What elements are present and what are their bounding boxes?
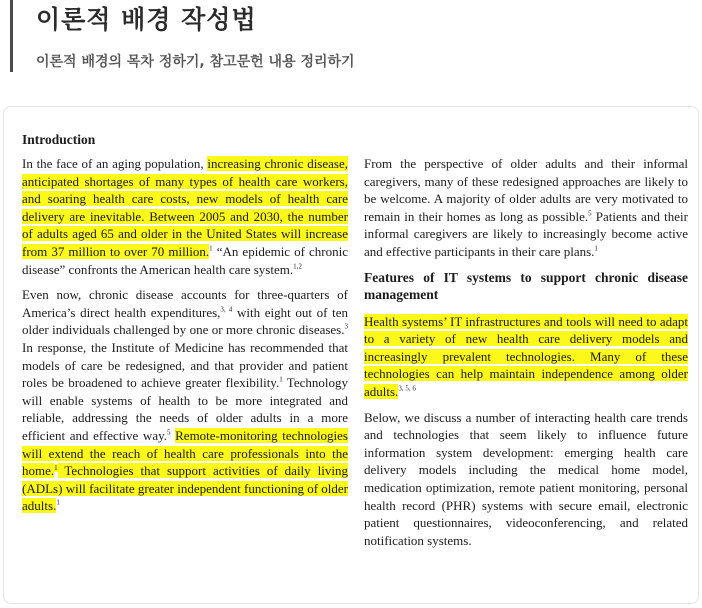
citation: 5 xyxy=(167,428,171,437)
citation: 1 xyxy=(209,244,213,253)
page-title: 이론적 배경 작성법 xyxy=(36,5,257,34)
citation: 1 xyxy=(54,463,58,472)
citation: 1 xyxy=(594,244,598,253)
page-subtitle: 이론적 배경의 목차 정하기, 참고문헌 내용 정리하기 xyxy=(36,54,355,70)
citation: 1 xyxy=(56,498,60,507)
text-segment: In response, the Institute of Medicine has recommended that models of care be redesigned, and that provider and patient roles be broadened to achieve greater flexibility. xyxy=(22,339,348,391)
citation: 3, 5, 6 xyxy=(398,384,416,393)
right-paragraph-3 xyxy=(364,409,688,550)
highlighted-text: Technologies that support activities of daily living (ADLs) will facilitate greater independent functioning of older adults. xyxy=(22,463,348,514)
text-segment: Even now, chronic disease accounts for three-quarters of America’s direct health expenditures, xyxy=(22,287,348,320)
highlighted-text: Remote-monitoring technologies will extend the reach of health care professionals into the home. xyxy=(22,427,348,479)
text-segment: From the perspective of older adults and their informal caregivers, many of these redesigned approaches are likely to be welcome. A majority of older adults are very motivated to remain in their homes as long as possible. xyxy=(364,156,688,224)
text-segment: In the face of an aging population, xyxy=(22,156,208,171)
right-column xyxy=(364,155,688,557)
citation: 3, 4 xyxy=(220,305,233,314)
features-heading: Features of IT systems to support chronic disease management xyxy=(364,269,688,302)
text-segment: Patients and their informal caregivers are likely to increasingly become active and effective participants in their care plans. xyxy=(364,208,688,259)
intro-paragraph-1 xyxy=(22,155,348,278)
text-segment: with eight out of ten older individuals challenged by one or more chronic diseases. xyxy=(22,304,348,338)
title-accent-bar xyxy=(10,0,13,72)
citation: 5 xyxy=(588,209,592,218)
left-column xyxy=(22,155,348,523)
text-segment: “An epidemic of chronic disease” confronts the American health care system. xyxy=(22,243,348,277)
highlighted-text: increasing chronic disease, anticipated shortages of many types of health care workers, and soaring health care costs, new models of health care delivery are inevitable. Between 2005 and 2030, the number of adults aged 65 and older in the United States will increase from 37 million to over 70 million. xyxy=(22,156,348,259)
document-excerpt-card xyxy=(3,106,699,604)
citation: 3 xyxy=(344,323,348,332)
citation: 1,2 xyxy=(293,262,302,271)
introduction-heading: Introduction xyxy=(22,132,96,147)
text-segment: Below, we discuss a number of interacting health care trends and technologies that seem likely to influence future information system development: emerging health care delivery models including the medical home model, medication optimization, remote patient monitoring, personal health record (PHR) systems with secure email, electronic patient questionnaires, videoconferencing, and related notification systems. xyxy=(364,409,688,548)
intro-paragraph-2 xyxy=(22,286,348,515)
highlighted-text: Health systems’ IT infrastructures and tools will need to adapt to a variety of new health care delivery models and increasingly prevalent technologies. Many of these technologies can help maintain independence among older adults. xyxy=(364,313,688,399)
citation: 1 xyxy=(279,375,283,384)
text-segment: Technology will enable systems of health to be more integrated and reliable, addressing the needs of older adults in a more efficient and effective way. xyxy=(22,375,348,443)
page-header xyxy=(0,0,702,80)
right-paragraph-1 xyxy=(364,155,688,261)
right-paragraph-2 xyxy=(364,313,688,401)
